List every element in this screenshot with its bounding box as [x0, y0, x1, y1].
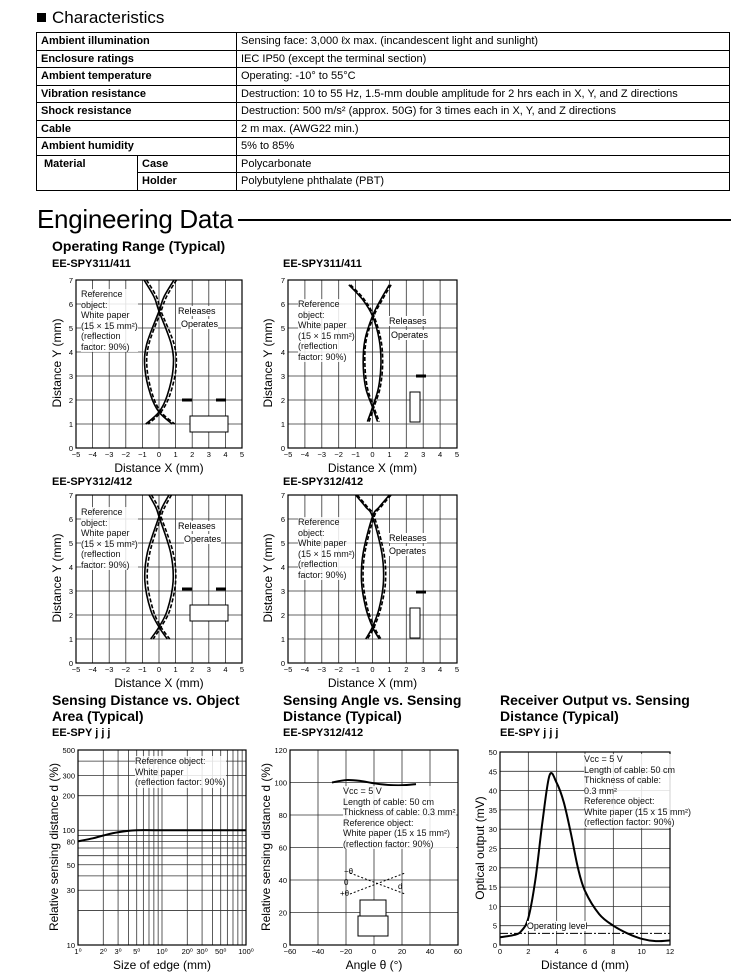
y-tick-label: 7: [68, 276, 73, 285]
annotation-line: Vcc = 5 V: [584, 754, 623, 764]
x-tick-label: 1⁰: [74, 947, 82, 956]
y-tick-label: 1: [68, 635, 73, 644]
x-axis-label: Angle θ (°): [345, 958, 403, 972]
x-tick-label: −2: [334, 665, 343, 674]
y-axis-label: Distance Y (mm): [50, 533, 64, 623]
x-tick-label: 6: [582, 947, 588, 956]
y-tick-label: 30: [66, 886, 75, 896]
x-axis-label: Distance d (mm): [540, 958, 629, 972]
annotation-line: factor: 90%): [81, 559, 130, 570]
x-tick-label: −5: [283, 665, 293, 674]
y-tick-label: 25: [488, 844, 497, 854]
table-row: [37, 138, 730, 156]
x-tick-label: 40: [425, 947, 435, 956]
x-tick-label: −3: [317, 665, 327, 674]
x-tick-label: −1: [351, 450, 360, 459]
x-tick-label: 10: [637, 947, 646, 956]
chart-annotation: [298, 299, 355, 362]
annotation-line: Reference: [81, 289, 123, 299]
annotation-line: Vcc = 5 V: [343, 786, 382, 796]
releases-label: Releases: [389, 533, 427, 543]
angle-diagram-label: d: [398, 882, 403, 891]
y-tick-label: 0: [280, 444, 285, 453]
bullet-square-icon: [37, 13, 46, 22]
y-tick-label: 500: [62, 746, 75, 755]
row-value: Operating: -10° to 55°C: [237, 68, 730, 86]
characteristics-heading: [37, 8, 164, 28]
y-axis-label: Distance Y (mm): [261, 318, 275, 408]
annotation-line: Length of cable: 50 cm: [584, 764, 676, 775]
y-tick-label: 5: [68, 324, 73, 333]
x-tick-label: −2: [334, 450, 343, 459]
annotation-line: object:: [298, 309, 325, 320]
engineering-data-heading: Engineering Data: [37, 204, 234, 234]
y-tick-label: 80: [66, 837, 75, 847]
x-tick-label: 1: [173, 450, 178, 459]
y-tick-label: 1: [280, 420, 285, 429]
row-value: Sensing face: 3,000 ℓx max. (incandescent light and sunlight): [237, 33, 730, 51]
y-tick-label: 2: [280, 611, 285, 620]
y-axis-label: Optical output (mV): [473, 795, 487, 900]
operates-label: Operates: [184, 534, 222, 544]
annotation-line: White paper: [81, 528, 130, 538]
annotation-line: Reference object:: [584, 796, 655, 806]
x-tick-label: 0: [370, 665, 375, 674]
table-row: [37, 85, 730, 103]
chart-model-label: EE-SPY311/411: [283, 258, 362, 270]
x-tick-label: 5⁰: [133, 947, 141, 956]
x-tick-label: 2: [526, 947, 531, 956]
x-tick-label: 0: [370, 450, 375, 459]
characteristics-title: Characteristics: [52, 8, 165, 27]
row-label: Ambient temperature: [37, 68, 237, 86]
operates-label: Operates: [391, 330, 429, 340]
y-tick-label: 3: [68, 372, 73, 381]
y-tick-label: 15: [488, 883, 497, 893]
annotation-line: Reference: [298, 299, 340, 309]
row-value: Destruction: 500 m/s² (approx. 50G) for 3 times each in X, Y, and Z directions: [237, 103, 730, 121]
row-value: 2 m max. (AWG22 min.): [237, 120, 730, 138]
x-tick-label: 5: [239, 665, 245, 674]
sensor-diagram-icon: [190, 416, 228, 432]
x-tick-label: 2: [190, 450, 195, 459]
annotation-line: object:: [81, 517, 108, 528]
x-tick-label: 4: [438, 665, 443, 674]
releases-label: Releases: [178, 306, 216, 316]
chart-model-label: EE-SPY311/411: [52, 258, 131, 270]
chart-annotation: [81, 507, 138, 570]
x-axis-label: Distance X (mm): [327, 461, 418, 475]
x-tick-label: 4: [438, 450, 443, 459]
x-tick-label: −5: [71, 450, 81, 459]
table-row: [37, 103, 730, 121]
x-tick-label: −60: [283, 947, 297, 956]
chart-6: [274, 746, 462, 956]
y-tick-label: 20: [488, 863, 497, 873]
x-axis-label: Distance X (mm): [114, 676, 204, 690]
y-tick-label: 3: [68, 587, 73, 596]
x-tick-label: 1: [387, 450, 392, 459]
y-tick-label: 50: [488, 748, 497, 757]
x-tick-label: 20⁰: [181, 947, 193, 956]
y-tick-label: 6: [280, 300, 285, 309]
sensor-diagram-icon: [360, 900, 386, 916]
annotation-line: factor: 90%): [298, 569, 347, 580]
annotation-line: White paper: [298, 538, 347, 548]
x-tick-label: −3: [317, 450, 327, 459]
x-tick-label: −1: [138, 450, 147, 459]
chart-annotation: [298, 517, 355, 580]
x-tick-label: −5: [283, 450, 293, 459]
y-tick-label: 0: [68, 444, 73, 453]
x-tick-label: −2: [121, 665, 131, 674]
y-tick-label: 10: [66, 941, 75, 950]
table-row: [37, 173, 730, 191]
y-tick-label: 2: [68, 396, 73, 405]
x-tick-label: 4: [223, 665, 228, 674]
annotation-line: (reflection factor: 90%): [584, 817, 675, 827]
operates-label: Operates: [389, 546, 427, 556]
row-label: Ambient illumination: [37, 33, 237, 51]
y-tick-label: 30: [488, 825, 497, 835]
annotation-line: (15 × 15 mm²): [81, 320, 138, 331]
annotation-line: Length of cable: 50 cm: [343, 796, 435, 807]
row-value: IEC IP50 (except the terminal section): [237, 50, 730, 68]
x-tick-label: −4: [300, 450, 310, 459]
annotation-line: White paper: [135, 766, 184, 777]
x-axis-label: Distance X (mm): [327, 676, 418, 690]
case-value: Polycarbonate: [237, 155, 730, 173]
y-tick-label: 35: [488, 805, 497, 815]
y-axis-label: Distance Y (mm): [50, 318, 64, 408]
annotation-line: White paper (15 x 15 mm²): [343, 828, 451, 838]
table-row: [37, 68, 730, 86]
x-tick-label: −4: [300, 665, 310, 674]
y-tick-label: 2: [280, 396, 285, 405]
y-axis-label: Distance Y (mm): [261, 533, 275, 623]
y-axis-label: Relative sensing distance d (%): [259, 762, 273, 931]
x-tick-label: 10⁰: [156, 947, 168, 956]
x-tick-label: 3: [206, 665, 211, 674]
x-tick-label: 4: [223, 450, 228, 459]
x-tick-label: −5: [71, 665, 81, 674]
x-tick-label: 2: [404, 450, 409, 459]
row-label: Cable: [37, 120, 237, 138]
x-tick-label: −1: [138, 665, 147, 674]
y-tick-label: 200: [62, 791, 75, 801]
annotation-line: Reference object:: [343, 817, 414, 828]
row-label: Ambient humidity: [37, 138, 237, 156]
x-tick-label: −4: [88, 450, 97, 459]
annotation-line: White paper (15 x 15 mm²): [584, 806, 692, 817]
annotation-line: factor: 90%): [298, 351, 347, 362]
y-tick-label: 45: [488, 767, 497, 777]
table-row: [37, 33, 730, 51]
annotation-line: (15 × 15 mm²): [298, 330, 355, 341]
row-label: Vibration resistance: [37, 85, 237, 103]
x-tick-label: 5: [239, 450, 245, 459]
x-axis-label: Size of edge (mm): [112, 958, 212, 972]
x-tick-label: 3: [421, 450, 426, 459]
y-tick-label: 10: [488, 902, 497, 912]
holder-label: Holder: [138, 173, 237, 191]
table-row: [37, 120, 730, 138]
heading-rule: [238, 219, 731, 221]
chart-model-label: EE-SPY j j j: [500, 727, 559, 739]
case-label: Case: [138, 155, 237, 173]
x-tick-label: 4: [554, 947, 559, 956]
y-tick-label: 5: [280, 539, 285, 548]
y-tick-label: 0: [492, 941, 497, 950]
chart-annotation: [135, 756, 226, 788]
y-tick-label: 20: [278, 908, 287, 918]
annotation-line: (15 × 15 mm²): [298, 548, 355, 559]
x-tick-label: 0: [156, 665, 162, 674]
annotation-line: White paper: [298, 320, 347, 330]
y-tick-label: 6: [68, 515, 73, 524]
x-tick-label: 3: [421, 665, 426, 674]
x-tick-label: 2⁰: [99, 947, 107, 956]
y-tick-label: 6: [280, 515, 285, 524]
y-tick-label: 120: [274, 746, 287, 755]
annotation-line: (reflection: [298, 341, 338, 351]
y-tick-label: 3: [280, 587, 285, 596]
y-tick-label: 0: [280, 659, 285, 668]
y-tick-label: 100: [274, 778, 287, 788]
sensor-diagram-icon: [190, 605, 228, 621]
material-label: Material: [37, 155, 138, 190]
angle-diagram-label: −θ: [344, 867, 354, 876]
characteristics-table: [36, 32, 730, 191]
x-tick-label: 12: [665, 947, 675, 956]
y-tick-label: 1: [280, 635, 285, 644]
annotation-line: Thickness of cable:: [584, 775, 662, 785]
x-tick-label: 0: [497, 947, 503, 956]
annotation-line: (15 × 15 mm²): [81, 538, 138, 549]
chart-annotation: [81, 289, 138, 352]
x-tick-label: 5: [454, 450, 460, 459]
y-tick-label: 4: [68, 348, 73, 357]
annotation-line: White paper: [81, 310, 130, 320]
sensor-diagram-icon: [410, 392, 420, 422]
x-tick-label: −40: [311, 947, 325, 956]
operating-level-label: Operating level: [526, 921, 588, 932]
annotation-line: (reflection factor: 90%): [135, 777, 226, 787]
y-tick-label: 7: [280, 276, 285, 285]
operating-range-title: Operating Range (Typical): [52, 238, 226, 254]
holder-value: Polybutylene phthalate (PBT): [237, 173, 730, 191]
y-tick-label: 80: [278, 811, 287, 820]
row-label: Shock resistance: [37, 103, 237, 121]
y-tick-label: 4: [280, 348, 285, 357]
annotation-line: object:: [298, 527, 325, 538]
x-tick-label: −1: [351, 665, 360, 674]
x-tick-label: 2: [190, 665, 195, 674]
chart-model-label: EE-SPY312/412: [283, 727, 364, 739]
x-tick-label: 0: [156, 450, 162, 459]
x-tick-label: −3: [104, 665, 114, 674]
y-tick-label: 50: [66, 860, 75, 870]
x-tick-label: 100⁰: [238, 947, 254, 956]
y-tick-label: 5: [492, 921, 497, 931]
annotation-line: 0.3 mm²: [584, 785, 618, 796]
chart-model-label: EE-SPY312/412: [283, 476, 364, 488]
y-axis-label: Relative sensing distance d (%): [47, 762, 61, 931]
sensing-distance-title: Sensing Distance vs. Object Area (Typical): [52, 692, 240, 724]
row-value: 5% to 85%: [237, 138, 730, 156]
angle-diagram-label: +θ: [340, 889, 350, 898]
x-tick-label: 1: [387, 665, 392, 674]
y-tick-label: 40: [488, 786, 497, 796]
x-axis-label: Distance X (mm): [114, 461, 204, 475]
receiver-output-title: Receiver Output vs. Sensing Distance (Typical): [500, 692, 690, 724]
annotation-line: Reference: [298, 517, 340, 527]
x-tick-label: −20: [339, 947, 353, 956]
annotation-line: (reflection: [298, 559, 338, 569]
chart-model-label: EE-SPY j j j: [52, 727, 111, 739]
annotation-line: (reflection factor: 90%): [343, 838, 434, 849]
x-tick-label: −4: [88, 665, 97, 674]
annotation-line: Thickness of cable: 0.3 mm²: [343, 807, 456, 817]
annotation-line: object:: [81, 299, 108, 310]
y-tick-label: 5: [68, 539, 73, 548]
releases-label: Releases: [178, 521, 216, 531]
y-tick-label: 7: [280, 491, 285, 500]
x-tick-label: 1: [173, 665, 178, 674]
chart-annotation: [584, 754, 691, 828]
table-row: [37, 50, 730, 68]
x-tick-label: 8: [611, 947, 616, 956]
y-tick-label: 300: [62, 771, 75, 781]
angle-diagram-label: 0: [344, 878, 349, 887]
annotation-line: (reflection: [81, 331, 121, 341]
annotation-line: Reference: [81, 507, 123, 517]
releases-label: Releases: [389, 316, 427, 326]
x-tick-label: 50⁰: [215, 947, 227, 956]
y-tick-label: 5: [280, 324, 285, 333]
x-tick-label: 60: [453, 947, 463, 956]
annotation-line: (reflection: [81, 549, 121, 559]
x-tick-label: 30⁰: [196, 947, 208, 956]
x-tick-label: 0: [371, 947, 377, 956]
y-tick-label: 0: [68, 659, 73, 668]
x-tick-label: −3: [104, 450, 114, 459]
annotation-line: factor: 90%): [81, 341, 130, 352]
y-tick-label: 4: [280, 563, 285, 572]
y-tick-label: 60: [278, 843, 287, 853]
y-tick-label: 7: [68, 491, 73, 500]
y-tick-label: 3: [280, 372, 285, 381]
sensor-diagram-icon: [358, 916, 388, 936]
y-tick-label: 2: [68, 611, 73, 620]
annotation-line: Reference object:: [135, 756, 206, 766]
x-tick-label: 2: [404, 665, 409, 674]
y-tick-label: 100: [62, 826, 75, 836]
y-tick-label: 4: [68, 563, 73, 572]
y-tick-label: 1: [68, 420, 73, 429]
x-tick-label: −2: [121, 450, 131, 459]
x-tick-label: 3⁰: [114, 947, 122, 956]
chart-annotation: [343, 786, 456, 849]
row-value: Destruction: 10 to 55 Hz, 1.5-mm double amplitude for 2 hrs each in X, Y, and Z directions: [237, 85, 730, 103]
chart-model-label: EE-SPY312/412: [52, 476, 133, 488]
x-tick-label: 3: [206, 450, 211, 459]
y-tick-label: 0: [282, 941, 287, 950]
table-row: [37, 155, 730, 173]
operates-label: Operates: [181, 319, 219, 329]
sensor-diagram-icon: [410, 608, 420, 638]
row-label: Enclosure ratings: [37, 50, 237, 68]
y-tick-label: 6: [68, 300, 73, 309]
sensing-angle-title: Sensing Angle vs. Sensing Distance (Typical): [283, 692, 462, 724]
x-tick-label: 5: [454, 665, 460, 674]
x-tick-label: 20: [397, 947, 407, 956]
y-tick-label: 40: [278, 876, 287, 885]
